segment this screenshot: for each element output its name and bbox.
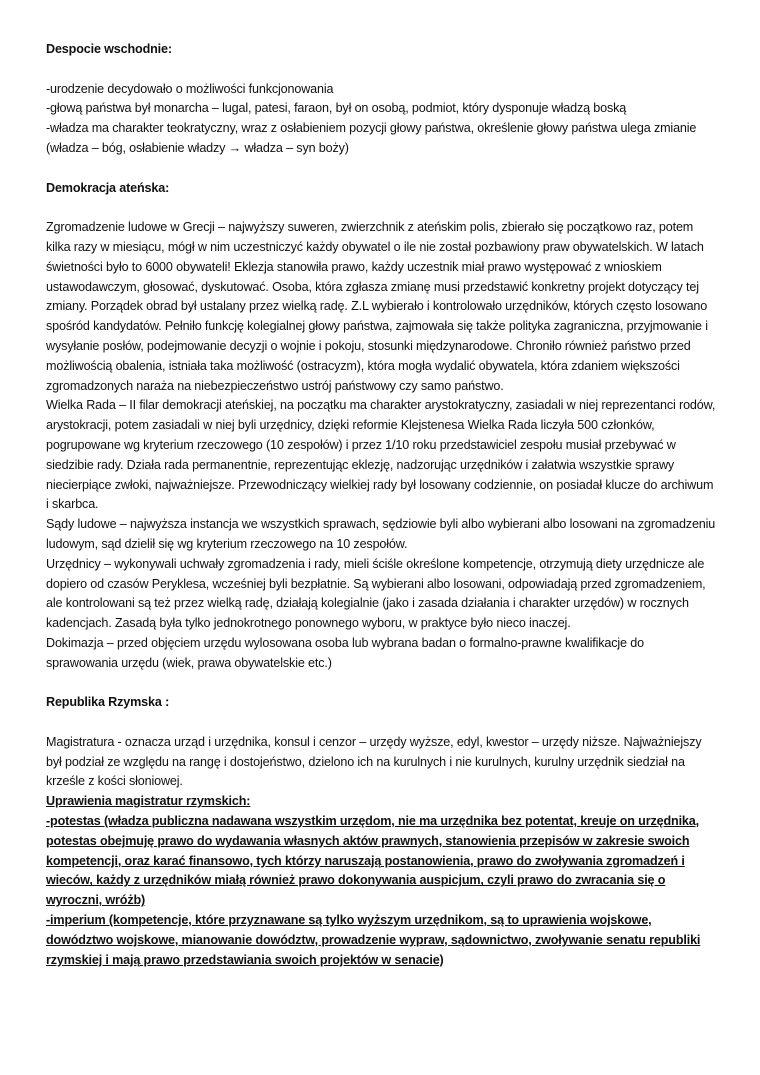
section-title-republika: Republika Rzymska : bbox=[46, 695, 170, 710]
paragraph-dokimazja: Dokimazja – przed objęciem urzędu wylosowana osoba lub wybrana badan o formalno-prawne kwalifikacje do sprawowania urzędu (wiek, prawa obywatelskie etc.) bbox=[46, 635, 644, 670]
bullet-item: -władza ma charakter teokratyczny, wraz z osłabieniem pozycji głowy państwa, określenie głowy państwa ulega zmianie (władza – bóg, osłabienie władzy → władza – syn boży) bbox=[46, 121, 697, 155]
paragraph-sady: Sądy ludowe – najwyższa instancja we wszystkich sprawach, sędziowie byli albo wybierani albo losowani na zgromadzeniu ludowym, sąd dzielił się wg kryterium rzeczowego na 10 zespołów. bbox=[46, 517, 716, 551]
bullet-item: -urodzenie decydowało o możliwości funkcjonowania bbox=[46, 81, 334, 96]
document-page bbox=[46, 40, 716, 970]
spacer bbox=[46, 60, 716, 80]
spacer bbox=[46, 159, 716, 179]
section-title-despocie: Despocie wschodnie: bbox=[46, 42, 172, 56]
powers-title: Uprawienia magistratur rzymskich: bbox=[46, 794, 251, 809]
paragraph-wielka-rada: Wielka Rada – II filar demokracji ateńskiej, na początku ma charakter arystokratyczny, zasiadali w niej reprezentanci rodów, arystokracji, potem zasiadali w niej byli urzędnicy, dzięki reformie Klejstenesa Wielka Rada liczyła 500 członków, pogrupowane wg kryterium rzeczowego (10 zespołów) i przez 1/10 roku przedstawiciel zespołu musiał przebywać w siedzibie rady. Działa rada permanentnie, reprezentując eklezję, nadzorując urzędników i załatwia wszystkie sprawy niecierpiące zwłoki, najważniejsze. Przewodniczący wielkiej rady był losowany codziennie, on posiadał klucze do archiwum i skarbca. bbox=[46, 398, 716, 512]
spacer bbox=[46, 713, 716, 733]
bullet-item: -głową państwa był monarcha – lugal, patesi, faraon, był on osobą, podmiot, który dysponuje władzą boską bbox=[46, 101, 627, 116]
spacer bbox=[46, 674, 716, 694]
section-title-demokracja: Demokracja ateńska: bbox=[46, 180, 170, 195]
paragraph-magistratura: Magistratura - oznacza urząd i urzędnika, konsul i cenzor – urzędy wyższe, edyl, kwestor – urzędy niższe. Najważniejszy był podział ze względu na rangę i dostojeństwo, dzielono ich na kurulnych i nie kurulnych, kurulny urzędnik siedział na krześle z kości słoniowej. bbox=[46, 734, 702, 789]
paragraph-zgromadzenie: Zgromadzenie ludowe w Grecji – najwyższy suweren, zwierzchnik z ateńskim polis, zbierało się początkowo raz, potem kilka razy w miesiącu, mógł w nim uczestniczyć każdy obywatel o ile nie został pozbawiony praw obywatelskich. W latach świetności było to 6000 obywateli! Eklezja stanowiła prawo, każdy uczestnik miał prawo występować z wnioskiem ustawodawczym, głosować, dyskutować. Osoba, która zgłasza zmianę musi przedstawić konkretny projekt dotyczący tej zmiany. Porządek obrad był ustalany przez wielką radę. Z.L wybierało i kontrolowało urzędników, których często losowano spośród kandydatów. Pełniło funkcję kolegialnej głowy państwa, zajmowała się także polityka zagraniczna, przyjmowanie i wysyłanie posłów, podejmowanie decyzji o wojnie i pokoju, stosunki międzynarodowe. Chroniło również państwo przed możliwością obalenia, istniała taka możliwość (ostracyzm), która mogła wydalić obywatela, która zdaniem większości zgromadzonych naraża na niebezpieczeństwo ustrój państwowy czy samo państwo. bbox=[46, 220, 708, 393]
power-imperium: -imperium (kompetencje, które przyznawane są tylko wyższym urzędnikom, są to uprawienia wojskowe, dowództwo wojskowe, mianowanie dowództw, prowadzenie wypraw, sądownictwo, zwoływanie senatu republiki rzymskiej i mają prawo przedstawiania swoich projektów w senacie) bbox=[46, 913, 701, 967]
spacer bbox=[46, 198, 716, 218]
paragraph-urzednicy: Urzędnicy – wykonywali uchwały zgromadzenia i rady, mieli ściśle określone kompetencje, otrzymują diety urzędnicze ale dopiero od czasów Peryklesa, wcześniej byli bezpłatnie. Są wybierani albo losowani, odpowiadają przed zgromadzeniem, ale kontrolowani są też przez wielką radę, działają kolegialnie (jako i zasada działania i charakter urzędów) w rocznych kadencjach. Zasadą była tylko jednokrotnego ponownego wyboru, w praktyce było nieco inaczej. bbox=[46, 556, 706, 631]
power-potestas: -potestas (władza publiczna nadawana wszystkim urzędom, nie ma urzędnika bez potentat, kreuje on urzędnika, potestas obejmuję prawo do wydawania własnych aktów prawnych, stanowienia przepisów w zakresie swoich kompetencji, oraz karać finansowo, tych którzy naruszają postanowienia, prawo do zwoływania zgromadzeń i wieców, każdy z urzędników miałą również prawo dokonywania auspicjum, czyli prawo do zwracania się o wyroczni, wróżb) bbox=[46, 814, 699, 908]
